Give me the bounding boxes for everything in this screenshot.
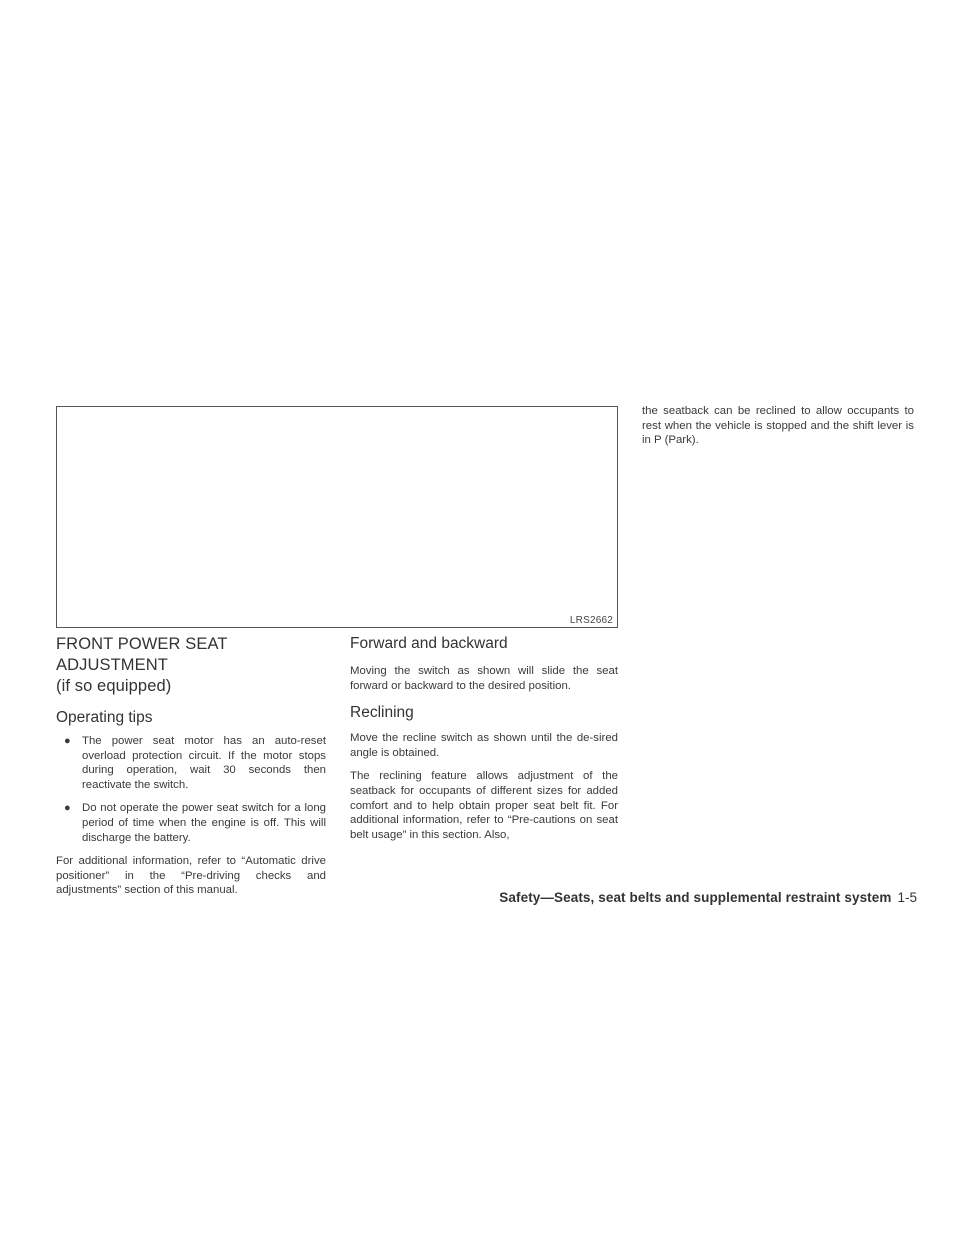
column-3 [642,404,914,448]
reclining-continuation-text: the seatback can be reclined to allow occupants to rest when the vehicle is stopped and the shift lever is in P (Park). [642,405,914,447]
section-title-line1: FRONT POWER SEAT ADJUSTMENT [56,635,228,674]
figure-code: LRS2662 [569,615,613,626]
reclining-text-2: The reclining feature allows adjustment of the seatback for occupants of different sizes for added comfort and to help obtain proper seat belt fit. For additional information, refer to “Pre-cautions on seat belt usage” in this section. Also, [350,770,618,841]
tip-text: Do not operate the power seat switch for a long period of time when the engine is off. This will discharge the battery. [82,802,326,844]
footer-section-title: Safety—Seats, seat belts and supplemental restraint system [499,890,892,905]
bullet-icon: ● [64,802,71,815]
bullet-icon: ● [64,735,71,747]
column-1 [56,634,326,898]
list-item [64,801,326,845]
reference-paragraph: For additional information, refer to “Automatic drive positioner” in the “Pre-driving checks and adjustments” section of this manual. [56,855,326,897]
section-title-line2: (if so equipped) [56,677,172,695]
reclining-text-1: Move the recline switch as shown until the de-sired angle is obtained. [350,732,618,759]
column-2 [350,634,618,842]
reclining-heading: Reclining [350,704,414,722]
forward-backward-heading: Forward and backward [350,635,508,652]
page-number: 1-5 [897,890,917,905]
page-footer [499,890,917,905]
forward-backward-text: Moving the switch as shown will slide the seat forward or backward to the desired position. [350,665,618,692]
section-title [56,634,326,697]
tip-text: The power seat motor has an auto-reset overload protection circuit. If the motor stops during operation, wait 30 seconds then reactivate the switch. [82,735,326,791]
list-item [64,734,326,792]
illustration-frame [56,406,618,628]
tips-list [56,734,326,845]
operating-tips-heading: Operating tips [56,709,153,726]
